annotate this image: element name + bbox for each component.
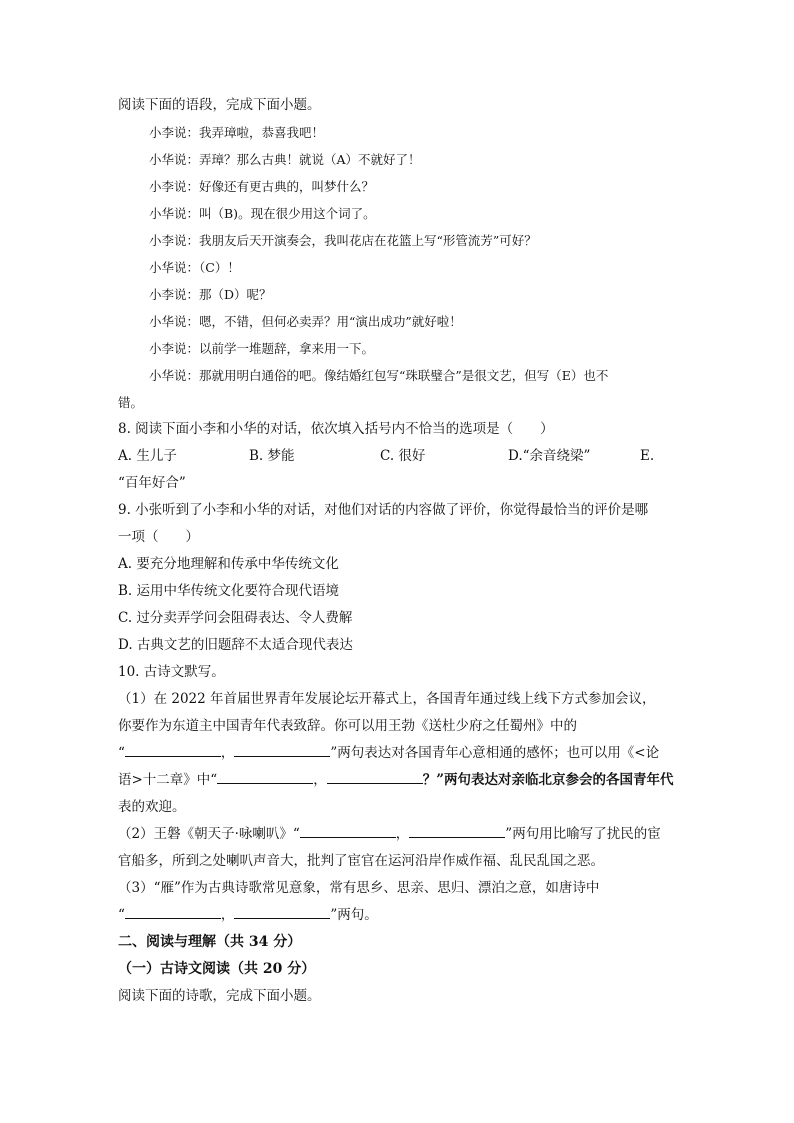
option-d: D. 古典文艺的旧题辞不太适合现代表达 xyxy=(118,637,353,653)
answer-blank[interactable] xyxy=(409,823,505,838)
option-a: A. 生儿子 xyxy=(118,448,177,464)
text-segment: ？”两句表达对亲临北京参会的各国青年代 xyxy=(422,772,674,788)
question-10-part-2-cont: 官船多，所到之处喇叭声音大，批判了宦官在运河沿岸作威作福、乱民乱国之恶。 xyxy=(118,853,604,869)
text-segment: ”两句。 xyxy=(330,907,378,923)
option-d: D.“余音绕梁” xyxy=(508,448,591,464)
answer-blank[interactable] xyxy=(234,904,330,919)
text-segment: 语>十二章》中“ xyxy=(118,772,218,788)
dialogue-line: 小华说：嗯，不错，但何必卖弄？用“演出成功”就好啦！ xyxy=(149,314,462,329)
question-10-part-3: （3）“雁”作为古典诗歌常见意象，常有思乡、思亲、思归、漂泊之意，如唐诗中 xyxy=(118,880,600,896)
subsection-title: （一）古诗文阅读（共 20 分） xyxy=(118,961,316,977)
answer-blank[interactable] xyxy=(300,823,396,838)
comma: ， xyxy=(220,907,235,923)
open-quote: “ xyxy=(118,745,125,761)
comma: ， xyxy=(313,772,327,788)
dialogue-line: 小华说：（C）！ xyxy=(149,260,240,275)
option-c: C. 过分卖弄学问会阻碍表达、令人费解 xyxy=(118,610,353,626)
reading-intro: 阅读下面的诗歌，完成下面小题。 xyxy=(118,988,321,1004)
option-b: B. 梦能 xyxy=(249,448,295,464)
question-10-part-1-cont: 你要作为东道主中国青年代表致辞。你可以用王勃《送杜少府之任蜀州》中的 xyxy=(118,718,577,734)
question-10-part-3-blanks xyxy=(118,902,678,929)
section-title: 二、阅读与理解（共 34 分） xyxy=(118,934,302,950)
question-10-stem: 10. 古诗文默写。 xyxy=(118,664,225,680)
option-e: E. xyxy=(640,448,655,464)
text-segment: ”两句表达对各国青年心意相通的感怀；也可以用《<论 xyxy=(330,745,660,761)
dialogue-line: 小李说：那（D）呢？ xyxy=(149,287,272,302)
question-10-part-2 xyxy=(118,821,678,848)
dialogue-line: 小李说：我弄璋啦，恭喜我吧！ xyxy=(149,125,325,140)
question-10-part-1-blanks-2 xyxy=(118,767,678,794)
comma: ， xyxy=(395,826,410,842)
answer-blank[interactable] xyxy=(327,769,423,784)
answer-blank[interactable] xyxy=(125,904,221,919)
answer-blank[interactable] xyxy=(217,769,313,784)
question-10-part-1-blanks xyxy=(118,740,678,767)
text-segment: ”两句用比喻写了扰民的宦 xyxy=(505,826,661,842)
question-10-part-1: （1）在 2022 年首届世界青年发展论坛开幕式上，各国青年通过线上线下方式参加会议， xyxy=(118,691,656,707)
dialogue-line: 小李说：我朋友后天开演奏会，我叫花店在花篮上写“形管流芳”可好？ xyxy=(149,233,537,248)
question-9-stem: 9. 小张听到了小李和小华的对话，对他们对话的内容做了评价，你觉得最恰当的评价是哪 xyxy=(118,502,649,518)
question-10-part-1-end: 表的欢迎。 xyxy=(118,799,186,815)
option-a: A. 要充分地理解和传承中华传统文化 xyxy=(118,556,339,572)
question-8-options xyxy=(118,443,678,470)
question-9-stem-cont: 一项（ ） xyxy=(118,529,199,545)
dialogue-line: 小华说：弄璋？那么古典！就说（A）不就好了！ xyxy=(149,152,421,167)
option-b: B. 运用中华传统文化要符合现代语境 xyxy=(118,583,340,599)
question-8-stem: 8. 阅读下面小李和小华的对话，依次填入括号内不恰当的选项是（ ） xyxy=(118,421,554,437)
answer-blank[interactable] xyxy=(234,742,330,757)
dialogue-line: 小李说：好像还有更古典的，叫梦什么？ xyxy=(149,179,375,194)
option-c: C. 很好 xyxy=(380,448,426,464)
dialogue-line-tail: 错。 xyxy=(118,395,144,410)
option-e-text: “百年好合” xyxy=(118,475,186,491)
dialogue-line: 小华说：那就用明白通俗的吧。像结婚红包写“珠联璧合”是很文艺，但写（E）也不 xyxy=(149,368,609,383)
answer-blank[interactable] xyxy=(125,742,221,757)
dialogue-line: 小华说：叫（B)。现在很少用这个词了。 xyxy=(149,206,376,221)
dialogue-line: 小李说：以前学一堆题辞，拿来用一下。 xyxy=(149,341,375,356)
reading-intro: 阅读下面的语段，完成下面小题。 xyxy=(118,97,321,113)
comma: ， xyxy=(220,745,235,761)
open-quote: “ xyxy=(118,907,125,923)
text-segment: （2）王磐《朝天子·咏喇叭》“ xyxy=(118,826,300,842)
document-content xyxy=(118,92,678,1010)
